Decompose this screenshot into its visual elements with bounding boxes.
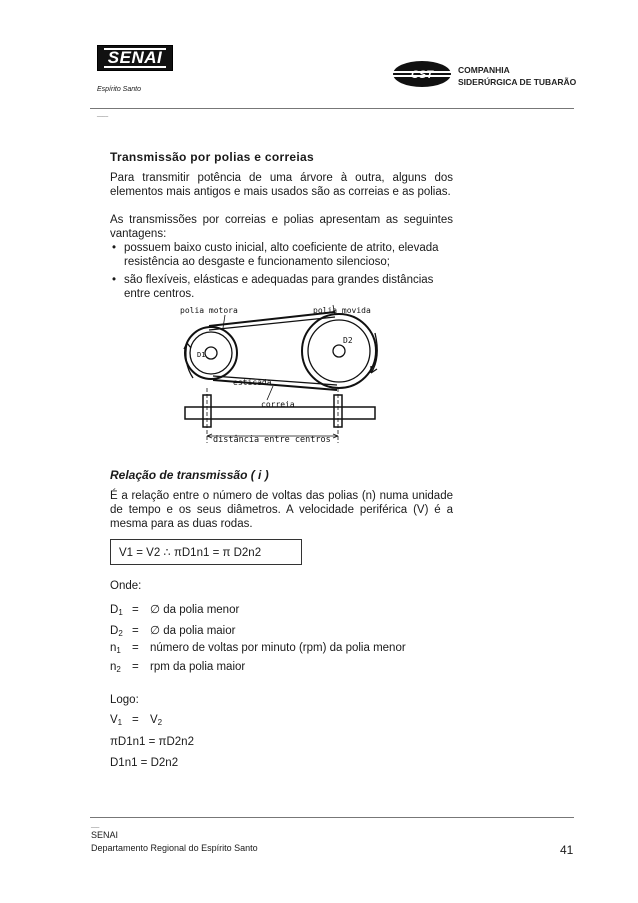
definition-row: $n_2$ = rpm da polia maior <box>110 661 246 674</box>
label-polia-motora: polia motora <box>180 306 238 315</box>
label-esticada: esticada <box>233 378 272 387</box>
header-small-mark: ____ <box>97 112 109 118</box>
definition-row: $D_2$ = ∅ da polia maior <box>110 625 236 638</box>
label-correia: correia <box>261 400 295 409</box>
bullet-dot: • <box>112 242 117 254</box>
equation-1: $V_1 = V_2$ <box>110 714 163 727</box>
pulley-belt-diagram <box>175 303 395 448</box>
label-distancia: distância entre centros <box>213 435 331 445</box>
bullet-item-2 <box>110 273 453 301</box>
bullet-item-1 <box>110 241 453 269</box>
footer-rule <box>90 817 574 818</box>
bullet-dot: • <box>112 274 117 286</box>
bullet-text: são flexíveis, elásticas e adequadas para grandes distâncias entre centros. <box>124 274 434 300</box>
footer-dept: Departamento Regional do Espírito Santo <box>91 843 258 853</box>
senai-logo-text: SENAI <box>104 48 166 68</box>
company-line1: COMPANHIA <box>458 65 510 75</box>
page-number: 41 <box>560 843 574 857</box>
label-d2: D2 <box>343 336 353 345</box>
onde-label: Onde: <box>110 580 142 592</box>
definition-row: $n_1$ = número de voltas por minuto (rpm) da polia menor <box>110 642 406 655</box>
company-line2: SIDERÚRGICA DE TUBARÃO <box>458 77 577 87</box>
company-name <box>458 64 576 88</box>
header-rule <box>90 108 574 109</box>
intro-paragraph: Para transmitir potência de uma árvore à outra, alguns dos elementos mais antigos e mais usados são as correias e as polias. <box>110 172 453 198</box>
section-title: Transmissão por polias e correias <box>110 150 314 164</box>
senai-logo <box>97 45 173 71</box>
relation-title: Relação de transmissão ( i ) <box>110 468 269 482</box>
bullet-text: possuem baixo custo inicial, alto coeficiente de atrito, elevada resistência ao desgaste e funcionamento silencioso; <box>124 242 439 268</box>
state-label: Espírito Santo <box>97 86 141 93</box>
footer-org: SENAI <box>91 830 119 840</box>
relation-paragraph: É a relação entre o número de voltas das polias (n) numa unidade de tempo e os seus diâmetros. A velocidade periférica (V) é a mesma para as duas rodas. <box>110 490 453 530</box>
equation-2: πD1n1 = πD2n2 <box>110 736 194 748</box>
label-d1: D1 <box>197 351 206 359</box>
cst-logo-text: CST <box>411 69 433 81</box>
definition-row: $D_1$ = ∅ da polia menor <box>110 604 240 617</box>
formula-box: V1 = V2 ∴ πD1n1 = π D2n2 <box>110 539 302 565</box>
cst-logo <box>392 60 452 88</box>
logo-label: Logo: <box>110 694 139 706</box>
footer-small-mark: ___ <box>91 823 100 829</box>
advantages-paragraph: As transmissões por correias e polias apresentam as seguintes vantagens: <box>110 214 453 240</box>
label-polia-movida: polia movida <box>313 306 371 315</box>
equation-3: D1n1 = D2n2 <box>110 757 179 769</box>
